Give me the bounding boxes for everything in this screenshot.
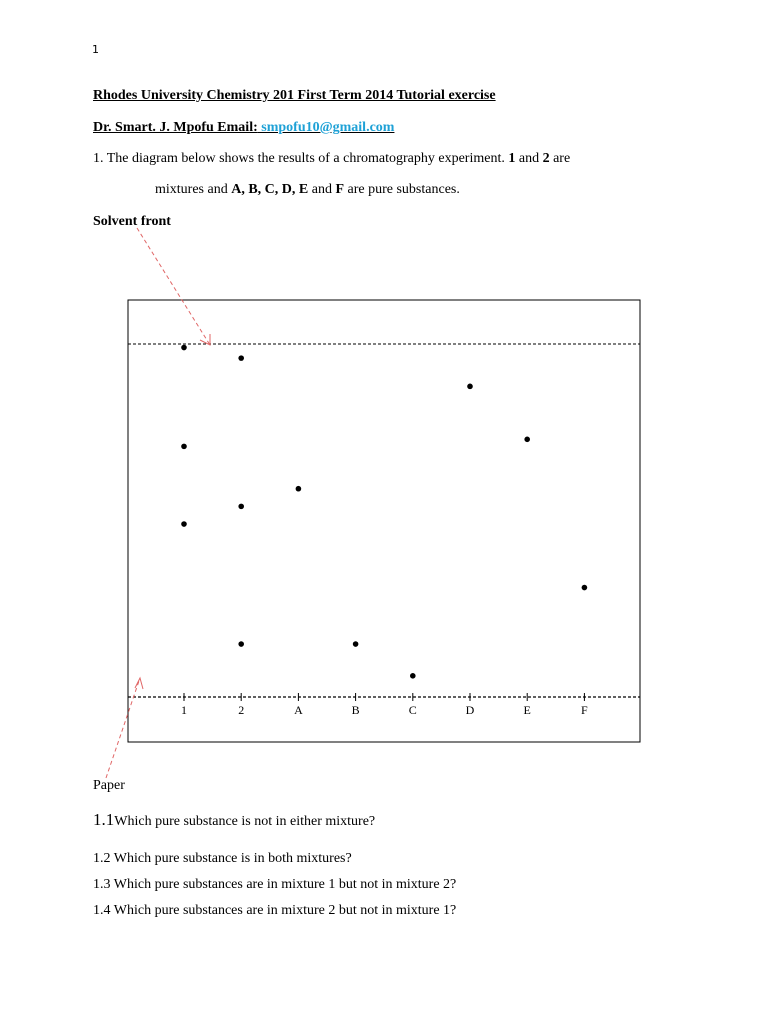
spot-2-5	[238, 355, 244, 361]
lane-label-2: 2	[238, 703, 245, 717]
paper-arrow	[106, 678, 140, 778]
spot-d-9	[467, 384, 473, 390]
conjunction: and	[308, 182, 336, 197]
lane-label-d: D	[465, 703, 475, 717]
substance-f-label: F	[335, 182, 345, 197]
question-text: The diagram below shows the results of a chromatography experiment.	[106, 151, 509, 166]
verb: are	[549, 151, 571, 166]
conjunction: and	[515, 151, 543, 166]
spot-2-3	[238, 641, 244, 647]
solvent-front-label: Solvent front	[93, 214, 171, 229]
lane-label-1: 1	[181, 703, 187, 717]
lane-label-e: E	[523, 703, 531, 717]
spot-f-11	[582, 585, 588, 591]
question-1-1-number: 1.1	[93, 810, 115, 829]
spot-1-0	[181, 521, 187, 527]
spot-a-6	[296, 486, 302, 492]
page-number: 1	[92, 43, 99, 56]
substance-list: A, B, C, D, E	[231, 182, 309, 197]
question-1-3: 1.3 Which pure substances are in mixture 1 but not in mixture 2?	[93, 877, 457, 892]
solvent-front-arrow	[137, 228, 210, 345]
lane-label-c: C	[408, 703, 417, 717]
email-link[interactable]: smpofu10@gmail.com	[257, 120, 395, 135]
page-title: Rhodes University Chemistry 201 First Term 2014 Tutorial exercise	[93, 88, 496, 103]
lane-label-a: A	[294, 703, 303, 717]
paper-sheet	[128, 300, 640, 742]
question-1-4: 1.4 Which pure substances are in mixture 2 but not in mixture 1?	[93, 903, 457, 918]
author-name: Dr. Smart. J. Mpofu Email:	[93, 120, 258, 135]
spot-c-8	[410, 673, 416, 679]
line2-prefix: mixtures and	[155, 182, 232, 197]
spot-e-10	[524, 437, 530, 443]
spot-b-7	[353, 641, 359, 647]
paper-arrowhead	[135, 678, 143, 689]
question-1-1	[93, 810, 375, 830]
paper-label: Paper	[93, 778, 125, 793]
mixture-1-label: 1	[508, 151, 516, 166]
spot-1-2	[181, 345, 187, 351]
question-1-1-text: Which pure substance is not in either mixture?	[114, 814, 376, 829]
lane-label-f: F	[581, 703, 588, 717]
spot-2-4	[238, 504, 244, 510]
spot-1-1	[181, 444, 187, 450]
question-1-2: 1.2 Which pure substance is in both mixtures?	[93, 851, 352, 866]
mixture-2-label: 2	[542, 151, 550, 166]
line2-suffix: are pure substances.	[344, 182, 460, 197]
question-number: 1.	[93, 151, 107, 166]
lane-label-b: B	[351, 703, 360, 717]
